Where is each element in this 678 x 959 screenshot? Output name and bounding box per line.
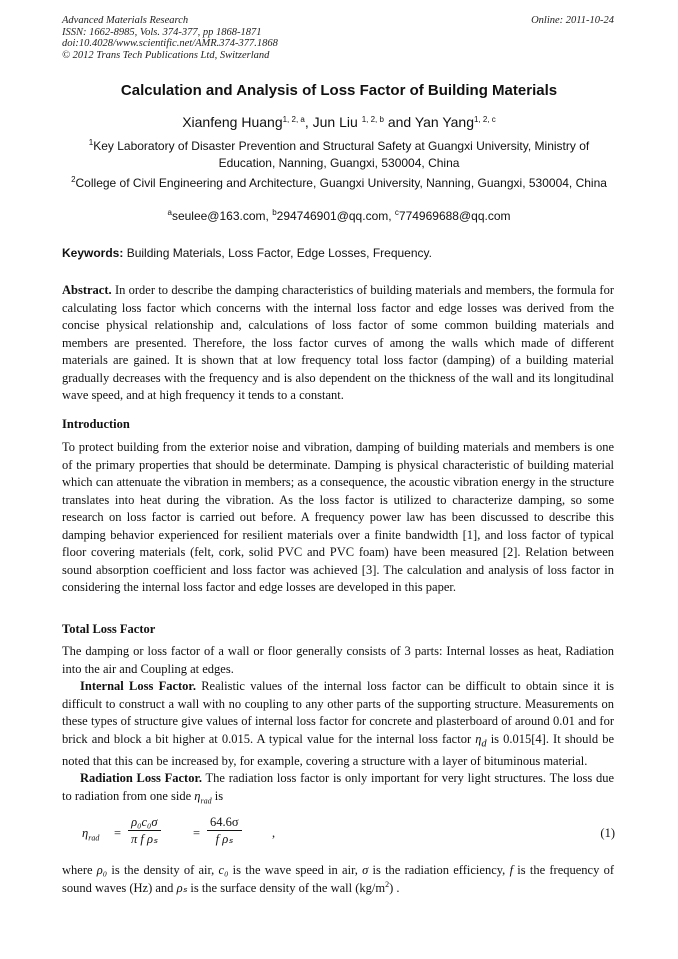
affiliation-2 [66,175,612,192]
keywords-text: Building Materials, Loss Factor, Edge Losses, Frequency. [126,246,432,260]
author-affil-mark: 1, 2, b [361,115,384,124]
fraction-1-denominator: π f ρₛ [131,832,158,846]
author-list [0,114,678,130]
fraction-1-numerator: ρ₀c₀σ [128,815,161,831]
lhs-subscript: rad [88,833,100,843]
author-name: Jun Liu [312,114,358,130]
fraction-1 [128,815,161,847]
radiation-loss-text: The radiation loss factor is only important for very light structures. The loss due to radiation from one side [62,771,614,803]
email-mark: c [394,208,399,217]
unit-exponent: 2 [385,879,390,889]
affiliation-text: College of Civil Engineering and Architecture, Guangxi University, Nanning, Guangxi, 530004, China [75,176,607,190]
email: seulee@163.com, [171,209,273,223]
internal-loss-label: Internal Loss Factor. [80,679,196,693]
radiation-loss-paragraph [62,770,614,810]
keywords [62,246,622,260]
c0-symbol: c₀ [218,863,229,877]
paper-title: Calculation and Analysis of Loss Factor of Building Materials [120,82,558,99]
total-loss-body [62,643,614,810]
affiliation-1 [66,138,612,172]
rho0-symbol: ρ₀ [96,863,108,877]
affiliation-text: Key Laboratory of Disaster Prevention and Structural Safety at Guangxi University, Ministry of Education, Nanning, Guangxi, 530004, China [93,139,590,170]
journal-doi: doi:10.4028/www.scientific.net/AMR.374-377.1868 [62,38,278,49]
equals-sign: = [193,826,201,840]
keywords-label: Keywords: [62,246,124,260]
total-loss-heading: Total Loss Factor [62,622,156,636]
email: 774969688@qq.com [398,209,511,223]
equation-1 [80,810,615,856]
author-and: and [387,114,415,130]
email-list [0,209,678,223]
affiliation-mark: 2 [71,175,76,184]
eta-subscript: d [481,738,487,749]
author-separator: , [304,114,313,130]
internal-loss-paragraph [62,678,614,770]
email-mark: b [272,208,277,217]
eta-subscript: rad [200,796,212,805]
sigma-symbol: σ [362,863,369,877]
where-text: where [62,863,97,877]
fraction-2 [207,815,242,847]
eta-symbol: η [475,731,482,746]
journal-copyright: © 2012 Trans Tech Publications Ltd, Switzerland [62,49,270,61]
introduction-heading: Introduction [62,417,130,431]
online-date: Online: 2011-10-24 [531,15,614,26]
email: 294746901@qq.com, [276,209,395,223]
fraction-2-numerator: 64.6σ [207,815,242,831]
fraction-2-denominator: f ρₛ [215,832,233,846]
author-name: Yan Yang [414,114,474,130]
radiation-loss-label: Radiation Loss Factor. [80,771,202,785]
radiation-loss-text-cont: is [211,788,224,803]
introduction-text: To protect building from the exterior noise and vibration, damping of building materials and members is one of the primary properties that should be determinate. Damping is physical characteristic of building material which can attenuate the vibration in members; as a consequence, the acoustic vibration energy in the structure translates into heat during the vibration. As the loss factor is utilized to characterize damping, so some research on loss factor is carried out before. A frequency power law has been discussed to describe this damping behavior experienced for resilient materials over a finite bandwidth [1], and loss factor of typical floor covering materials (felt, cork, solid PVC and PVC foam) have been measured [2]. Relation between sound absorption coefficient and loss factor was achieved [3]. The calculation and analysis of loss factor in considering the internal loss factor and edge losses are developed in this paper. [62,440,614,594]
affiliation-mark: 1 [88,138,94,147]
equation-number: (1) [600,826,615,840]
internal-loss-text: Realistic values of the internal loss factor can be difficult to obtain since it is difficult to construct a wall with no coupling to any other parts of the supporting structure. Measurements on these types of structure give values of internal loss factor for concrete and plasterboard of around 0.01 and for brick and block a bit higher at 0.015. A typical value for the internal loss factor [62,679,614,746]
where-text: is the wave speed in air, [228,863,363,877]
rhos-symbol: ρₛ [176,880,188,895]
f-symbol: f [509,863,514,877]
internal-loss-text-cont: is 0.015[4]. It should be noted that this can be increased by, for example, covering a structure with a layer of bituminous material. [62,731,614,768]
where-text: is the surface density of the wall (kg/m [187,880,386,895]
total-loss-intro: The damping or loss factor of a wall or floor generally consists of 3 parts: Internal losses as heat, Radiation into the air and Coupling at edges. [62,644,614,676]
abstract [62,282,614,405]
eta-symbol: η [194,788,201,803]
equation-comma: , [272,826,276,840]
author-name: Xianfeng Huang [182,114,283,130]
lhs-symbol: η [82,826,89,840]
where-text: ) . [389,880,400,895]
email-mark: a [167,208,172,217]
equals-sign: = [114,826,122,840]
where-text: is the radiation efficiency, [368,863,510,877]
journal-header [62,15,614,61]
journal-issn: ISSN: 1662-8985, Vols. 374-377, pp 1868-1871 [62,26,262,38]
author-affil-mark: 1, 2, a [282,115,305,124]
equation-lhs [82,826,99,843]
where-clause [62,862,614,897]
abstract-label: Abstract. [62,283,112,297]
where-text: is the density of air, [107,863,219,877]
journal-name: Advanced Materials Research [62,15,189,26]
abstract-text: In order to describe the damping characteristics of building materials and members, the formula for calculating loss factor which concerns with the internal loss factor and edge losses was derived from the concise physical relationship and, calculations of loss factor of some common building materials and members are presented. Therefore, the loss factor curves of among the walls which made of different materials are gained. It is shown that at low frequency total loss factor (damping) of a building material gradually decreases with the frequency and is also dependent on the thickness of the wall and its longitudinal wave speed, and at high frequency it tends to a constant. [62,283,614,402]
where-text: is the frequency of sound waves (Hz) and [62,863,614,895]
author-affil-mark: 1, 2, c [474,115,496,124]
